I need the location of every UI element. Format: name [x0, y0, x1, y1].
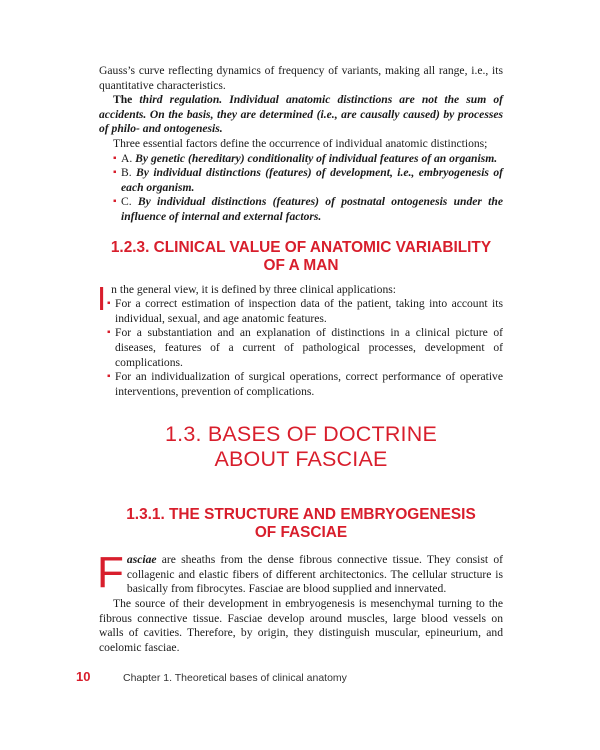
section-heading-1-3-1: [99, 506, 503, 542]
factor-text: By genetic (hereditary) conditionality of individual features of an organism.: [135, 151, 498, 165]
list-item-text: For a substantiation and an explanation of distinctions in a clinical picture of diseases, features of a current of pathological processes, development of complications.: [115, 326, 503, 369]
fasciae-definition-text: are sheaths from the dense fibrous connective tissue. They consist of collagenic and elastic fibers of different architectonics. The cellular structure is basically from fibrocytes. Fasciae are blood supplied and innervated.: [126, 553, 503, 596]
fasciae-term: asciae: [126, 553, 157, 567]
dropcap-letter: F: [97, 548, 124, 598]
bullet-icon: ▪: [107, 371, 111, 383]
bullet-icon: ▪: [113, 167, 117, 179]
list-item: [113, 166, 503, 195]
intro-paragraph-1: Gauss’s curve reflecting dynamics of frequency of variants, making all range, i.e., its quantitative characteristics.: [99, 64, 503, 92]
dropcap-letter: I: [97, 279, 107, 317]
section-heading-1-2-3: [99, 239, 503, 275]
running-chapter-title: Chapter 1. Theoretical bases of clinical anatomy: [123, 672, 347, 684]
list-item: [107, 326, 503, 370]
heading-line: OF FASCIAE: [254, 524, 348, 542]
page-number: 10: [76, 669, 91, 684]
section-heading-1-3: [99, 422, 503, 472]
factor-prefix: A.: [121, 151, 136, 165]
heading-line: 1.2.3. CLINICAL VALUE OF ANATOMIC VARIABILITY: [110, 238, 492, 256]
heading-line: 1.3. BASES OF DOCTRINE: [164, 422, 438, 447]
factor-prefix: B.: [121, 166, 137, 180]
bullet-icon: ▪: [107, 327, 111, 339]
bullet-icon: ▪: [113, 152, 117, 164]
fasciae-definition: [97, 548, 503, 598]
factors-list: [99, 152, 503, 225]
third-regulation-text: third regulation. Individual anatomic distinctions are not the sum of accidents. On the basis, they are determined (i.e., are causally caused) by processes of philo- and ontogenesis.: [99, 93, 503, 136]
page-footer: [76, 668, 516, 686]
bullet-icon: ▪: [113, 196, 117, 208]
clinical-applications-list: [99, 297, 503, 399]
list-item: [113, 152, 503, 167]
list-item: [107, 297, 503, 326]
heading-line: ABOUT FASCIAE: [214, 447, 388, 472]
bullet-icon: ▪: [107, 298, 111, 310]
fasciae-development: The source of their development in embryogenesis is mesenchymal turning to the fibrous connective tissue. Fasciae develop around muscles, large blood vessels on walls of cavities. Therefore, by origin, they distinguish muscular, epineurium, and coelomic fasciae.: [99, 597, 503, 654]
third-regulation-paragraph: [99, 93, 503, 137]
factor-prefix: C.: [121, 195, 138, 209]
factors-intro: Three essential factors define the occurrence of individual anatomic distinctions;: [113, 136, 488, 150]
factor-text: By individual distinctions (features) of development, i.e., embryogenesis of each organism.: [121, 166, 503, 194]
third-regulation-lead: The: [113, 93, 133, 107]
list-item: [113, 195, 503, 224]
fasciae-block: [97, 548, 503, 655]
heading-line: OF A MAN: [263, 256, 339, 274]
list-item-text: For an individualization of surgical operations, correct performance of operative interventions, prevention of complications.: [115, 370, 503, 398]
heading-line: 1.3.1. THE STRUCTURE AND EMBRYOGENESIS: [126, 506, 476, 524]
clinical-applications-block: [97, 279, 503, 400]
list-item-text: For a correct estimation of inspection data of the patient, taking into account its individual, sexual, and age anatomic features.: [115, 297, 503, 325]
page-content: [99, 64, 503, 655]
factor-text: By individual distinctions (features) of postnatal ontogenesis under the influence of internal and external factors.: [121, 195, 503, 223]
clinical-applications-lead: n the general view, it is defined by three clinical applications:: [111, 282, 396, 296]
list-item: [107, 370, 503, 399]
